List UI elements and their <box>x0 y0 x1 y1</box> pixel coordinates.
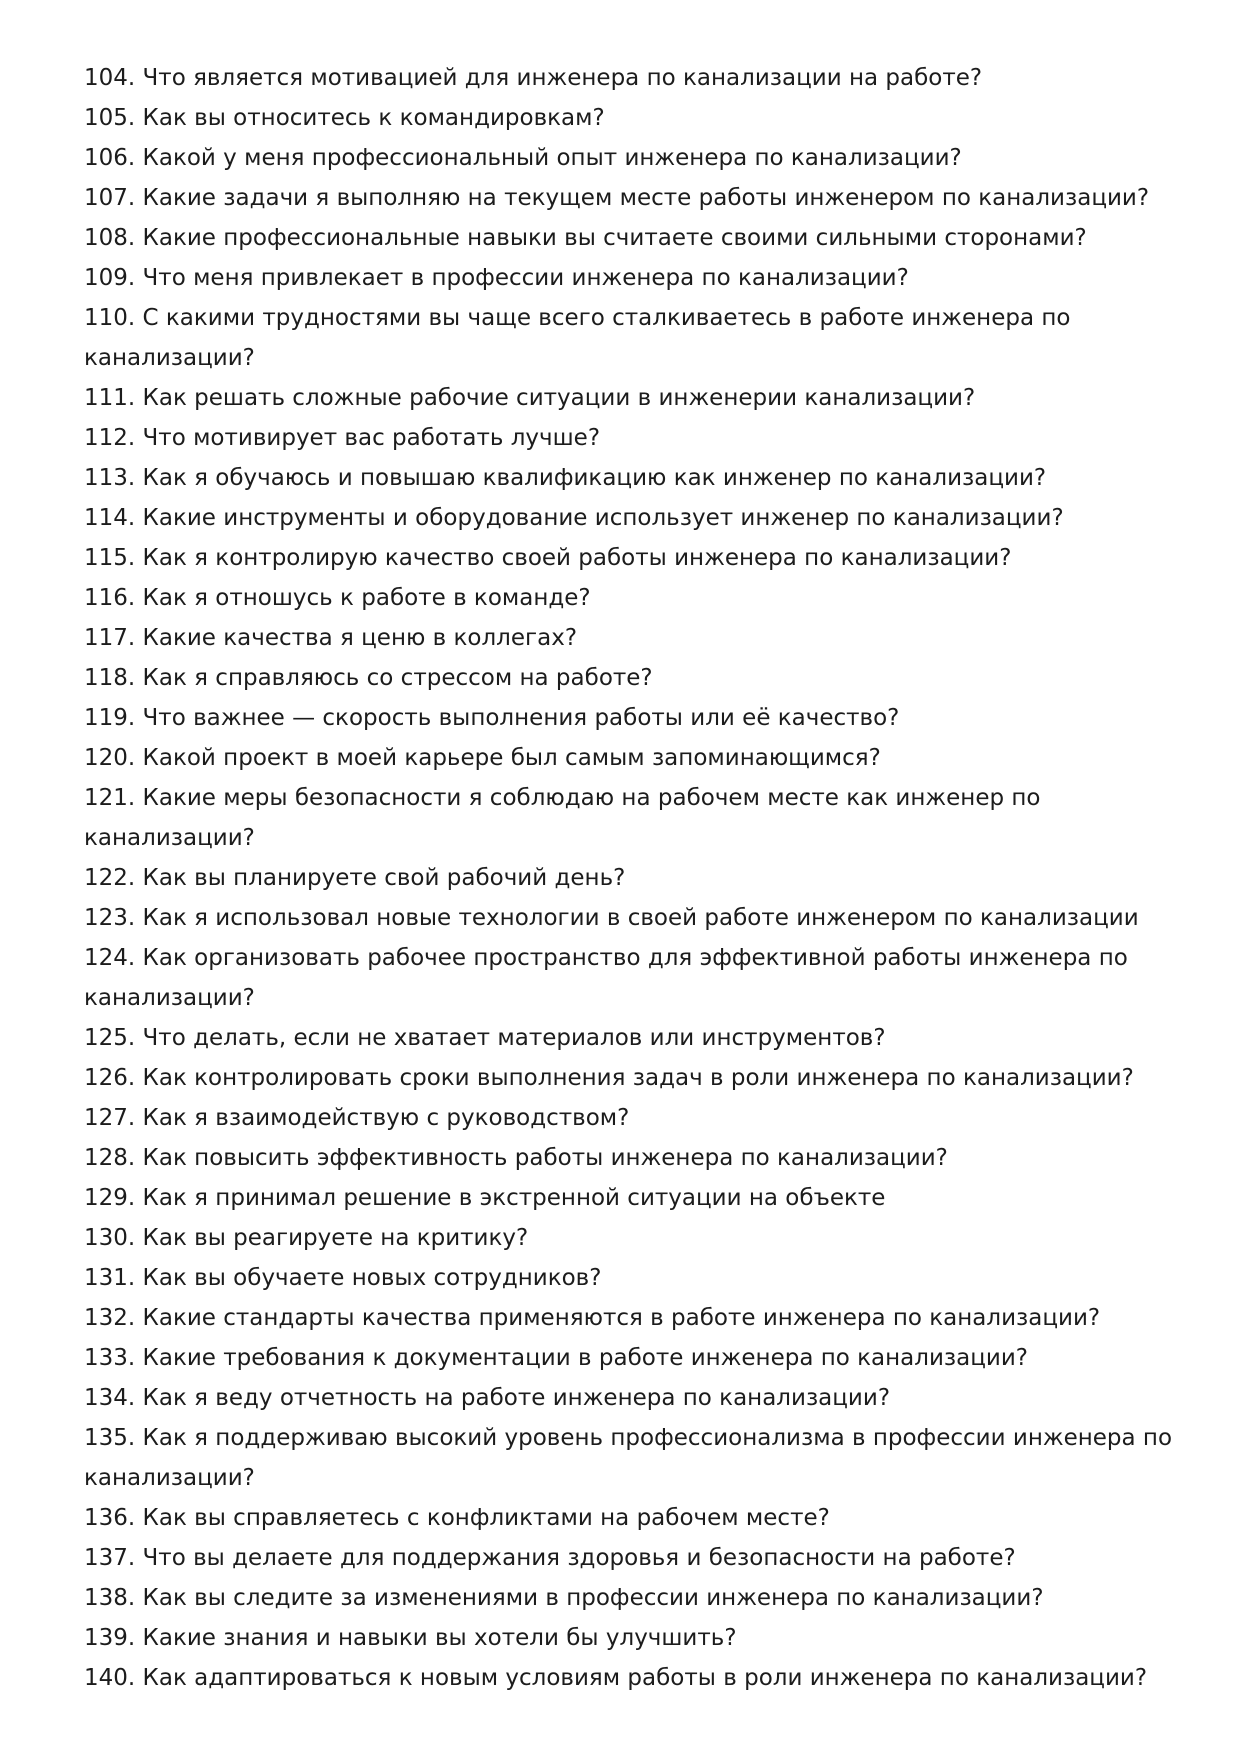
question-item <box>84 418 1194 458</box>
question-number: 137. <box>84 1545 136 1571</box>
question-text: Что делать, если не хватает материалов или инструментов? <box>142 1025 886 1051</box>
question-item <box>84 218 1194 258</box>
question-item <box>84 898 1194 938</box>
question-text: Как я использовал новые технологии в своей работе инженером по канализации <box>142 905 1139 931</box>
question-text: Как я поддерживаю высокий уровень профессионализма в профессии инженера по канализации? <box>84 1425 1173 1491</box>
question-item <box>84 1218 1194 1258</box>
question-text: Какие стандарты качества применяются в работе инженера по канализации? <box>142 1305 1101 1331</box>
question-number: 129. <box>84 1185 136 1211</box>
question-text: Какие требования к документации в работе инженера по канализации? <box>142 1345 1029 1371</box>
question-number: 108. <box>84 225 136 251</box>
question-number: 121. <box>84 785 136 811</box>
question-text: С какими трудностями вы чаще всего сталкиваетесь в работе инженера по канализации? <box>84 305 1071 371</box>
question-text: Какие знания и навыки вы хотели бы улучшить? <box>142 1625 737 1651</box>
question-text: Какие меры безопасности я соблюдаю на рабочем месте как инженер по канализации? <box>84 785 1048 851</box>
question-text: Как я взаимодействую с руководством? <box>142 1105 630 1131</box>
question-text: Как я контролирую качество своей работы инженера по канализации? <box>142 545 1012 571</box>
question-text: Какие качества я ценю в коллегах? <box>142 625 578 651</box>
question-number: 128. <box>84 1145 136 1171</box>
question-number: 114. <box>84 505 136 531</box>
question-item <box>84 98 1194 138</box>
question-item <box>84 858 1194 898</box>
question-text: Как адаптироваться к новым условиям работы в роли инженера по канализации? <box>142 1665 1148 1691</box>
question-item <box>84 458 1194 498</box>
question-item <box>84 618 1194 658</box>
question-item <box>84 938 1194 1018</box>
question-number: 134. <box>84 1385 136 1411</box>
question-number: 119. <box>84 705 136 731</box>
question-number: 131. <box>84 1265 136 1291</box>
question-item <box>84 138 1194 178</box>
question-text: Что вы делаете для поддержания здоровья и безопасности на работе? <box>142 1545 1016 1571</box>
question-text: Что важнее — скорость выполнения работы или её качество? <box>142 705 900 731</box>
question-text: Как я отношусь к работе в команде? <box>142 585 591 611</box>
question-text: Что является мотивацией для инженера по канализации на работе? <box>142 65 983 91</box>
question-item <box>84 698 1194 738</box>
question-number: 135. <box>84 1425 136 1451</box>
question-number: 112. <box>84 425 136 451</box>
question-item <box>84 1538 1194 1578</box>
question-item <box>84 738 1194 778</box>
question-number: 110. <box>84 305 136 331</box>
question-item <box>84 298 1194 378</box>
question-item <box>84 258 1194 298</box>
question-number: 116. <box>84 585 136 611</box>
question-number: 115. <box>84 545 136 571</box>
question-text: Какой у меня профессиональный опыт инженера по канализации? <box>142 145 962 171</box>
question-item <box>84 1618 1194 1658</box>
question-text: Как я справляюсь со стрессом на работе? <box>142 665 653 691</box>
question-item <box>84 538 1194 578</box>
question-item <box>84 1498 1194 1538</box>
document-page <box>84 58 1194 1698</box>
question-item <box>84 58 1194 98</box>
question-number: 140. <box>84 1665 136 1691</box>
question-item <box>84 658 1194 698</box>
question-item <box>84 1378 1194 1418</box>
question-item <box>84 1018 1194 1058</box>
question-number: 136. <box>84 1505 136 1531</box>
question-number: 130. <box>84 1225 136 1251</box>
question-text: Какие инструменты и оборудование использует инженер по канализации? <box>142 505 1064 531</box>
question-item <box>84 1658 1194 1698</box>
question-text: Какие задачи я выполняю на текущем месте работы инженером по канализации? <box>142 185 1150 211</box>
question-item <box>84 1138 1194 1178</box>
question-text: Как организовать рабочее пространство для эффективной работы инженера по канализации? <box>84 945 1128 1011</box>
question-number: 138. <box>84 1585 136 1611</box>
question-text: Как я обучаюсь и повышаю квалификацию как инженер по канализации? <box>142 465 1047 491</box>
question-text: Какие профессиональные навыки вы считаете своими сильными сторонами? <box>142 225 1087 251</box>
question-text: Как я принимал решение в экстренной ситуации на объекте <box>142 1185 886 1211</box>
question-number: 109. <box>84 265 136 291</box>
question-text: Что меня привлекает в профессии инженера по канализации? <box>142 265 909 291</box>
question-item <box>84 498 1194 538</box>
question-text: Как вы планируете свой рабочий день? <box>142 865 626 891</box>
question-item <box>84 378 1194 418</box>
question-number: 111. <box>84 385 136 411</box>
question-item <box>84 1578 1194 1618</box>
question-item <box>84 1418 1194 1498</box>
question-list <box>84 58 1194 1698</box>
question-number: 126. <box>84 1065 136 1091</box>
question-text: Как вы реагируете на критику? <box>142 1225 529 1251</box>
question-item <box>84 1058 1194 1098</box>
question-text: Как вы следите за изменениями в профессии инженера по канализации? <box>142 1585 1044 1611</box>
question-text: Как вы обучаете новых сотрудников? <box>142 1265 602 1291</box>
question-item <box>84 578 1194 618</box>
question-text: Как контролировать сроки выполнения задач в роли инженера по канализации? <box>142 1065 1134 1091</box>
question-number: 113. <box>84 465 136 491</box>
question-text: Как вы относитесь к командировкам? <box>142 105 605 131</box>
question-number: 124. <box>84 945 136 971</box>
question-number: 120. <box>84 745 136 771</box>
question-text: Как решать сложные рабочие ситуации в инженерии канализации? <box>142 385 976 411</box>
question-number: 117. <box>84 625 136 651</box>
question-number: 133. <box>84 1345 136 1371</box>
question-number: 122. <box>84 865 136 891</box>
question-number: 125. <box>84 1025 136 1051</box>
question-item <box>84 1338 1194 1378</box>
question-item <box>84 1178 1194 1218</box>
question-number: 123. <box>84 905 136 931</box>
question-number: 105. <box>84 105 136 131</box>
question-text: Как я веду отчетность на работе инженера по канализации? <box>142 1385 891 1411</box>
question-number: 139. <box>84 1625 136 1651</box>
question-item <box>84 1298 1194 1338</box>
question-item <box>84 1098 1194 1138</box>
question-number: 127. <box>84 1105 136 1131</box>
question-number: 107. <box>84 185 136 211</box>
question-number: 132. <box>84 1305 136 1331</box>
question-number: 118. <box>84 665 136 691</box>
question-text: Как повысить эффективность работы инженера по канализации? <box>142 1145 948 1171</box>
question-item <box>84 778 1194 858</box>
question-item <box>84 1258 1194 1298</box>
question-item <box>84 178 1194 218</box>
question-text: Как вы справляетесь с конфликтами на рабочем месте? <box>142 1505 830 1531</box>
question-text: Какой проект в моей карьере был самым запоминающимся? <box>142 745 881 771</box>
question-number: 106. <box>84 145 136 171</box>
question-text: Что мотивирует вас работать лучше? <box>142 425 601 451</box>
question-number: 104. <box>84 65 136 91</box>
